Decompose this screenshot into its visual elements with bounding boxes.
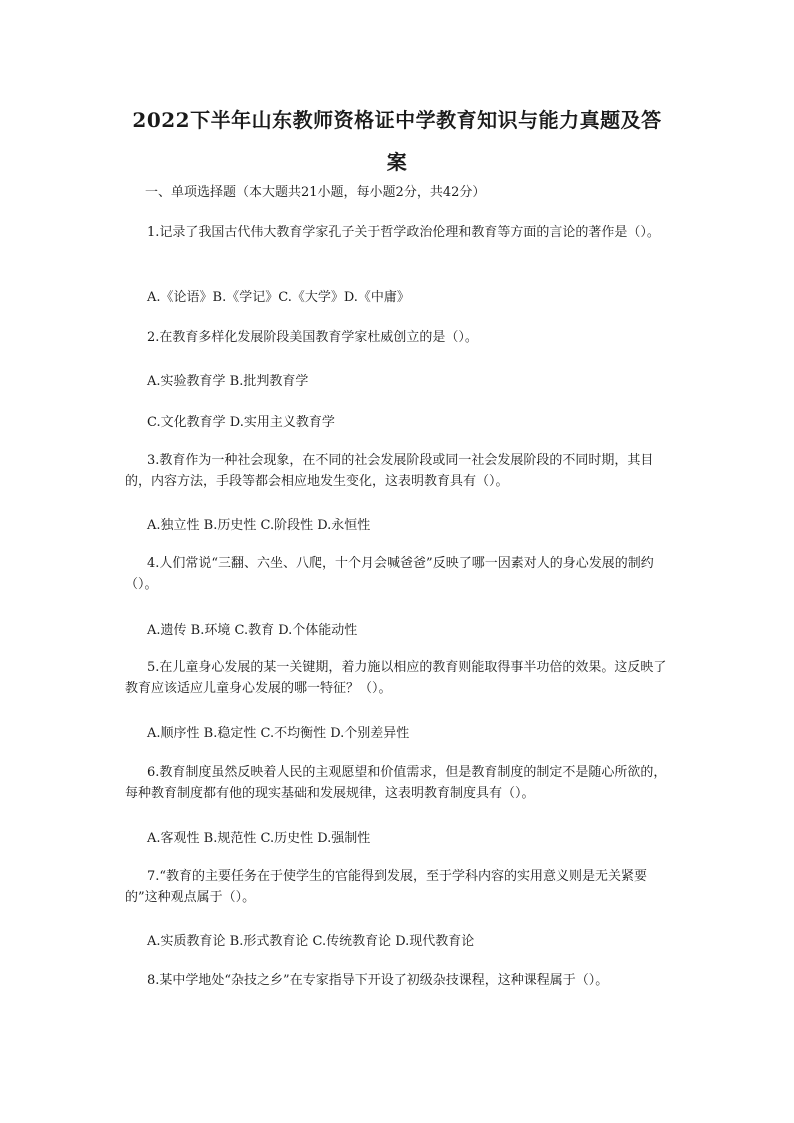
question-6-options: A.客观性 B.规范性 C.历史性 D.强制性	[147, 831, 371, 846]
question-6-stem: 6.教育制度虽然反映着人民的主观愿望和价值需求，但是教育制度的制定不是随心所欲的，每种教育制度都有他的现实基础和发展规律，这表明教育制度具有（）。	[125, 765, 667, 801]
question-4-options: A.遗传 B.环境 C.教育 D.个体能动性	[147, 623, 358, 638]
question-3-options: A.独立性 B.历史性 C.阶段性 D.永恒性	[147, 518, 371, 533]
question-2-options-line-1: A.实验教育学 B.批判教育学	[147, 374, 309, 389]
question-2-stem: 2.在教育多样化发展阶段美国教育学家杜威创立的是（）。	[147, 330, 478, 345]
document-title-line-1: 2022下半年山东教师资格证中学教育知识与能力真题及答	[132, 108, 662, 132]
question-7-stem: 7.“教育的主要任务在于使学生的官能得到发展，至于学科内容的实用意义则是无关紧要的”这种观点属于（）。	[125, 869, 648, 905]
question-4-stem: 4.人们常说“三翻、六坐、八爬，十个月会喊爸爸”反映了哪一因素对人的身心发展的制约（）。	[125, 556, 654, 592]
document-title-line-2: 案	[386, 150, 408, 174]
question-3-stem: 3.教育作为一种社会现象，在不同的社会发展阶段或同一社会发展阶段的不同时期，其目的，内容方法，手段等都会相应地发生变化，这表明教育具有（）。	[125, 453, 654, 489]
question-1-options: A.《论语》B.《学记》C.《大学》D.《中庸》	[147, 290, 410, 305]
question-1-stem: 1.记录了我国古代伟大教育学家孔子关于哲学政治伦理和教育等方面的言论的著作是（）。	[147, 225, 660, 240]
question-2-options-line-2: C.文化教育学 D.实用主义教育学	[147, 415, 335, 430]
section-heading: 一、单项选择题（本大题共21小题，每小题2分，共42分）	[145, 185, 486, 200]
question-5-options: A.顺序性 B.稳定性 C.不均衡性 D.个别差异性	[147, 726, 410, 741]
question-8-stem: 8.某中学地处“杂技之乡”在专家指导下开设了初级杂技课程，这种课程属于（）。	[147, 973, 609, 988]
question-5-stem: 5.在儿童身心发展的某一关键期，着力施以相应的教育则能取得事半功倍的效果。这反映了教育应该适应儿童身心发展的哪一特征？（）。	[125, 660, 667, 696]
question-7-options: A.实质教育论 B.形式教育论 C.传统教育论 D.现代教育论	[147, 934, 475, 949]
